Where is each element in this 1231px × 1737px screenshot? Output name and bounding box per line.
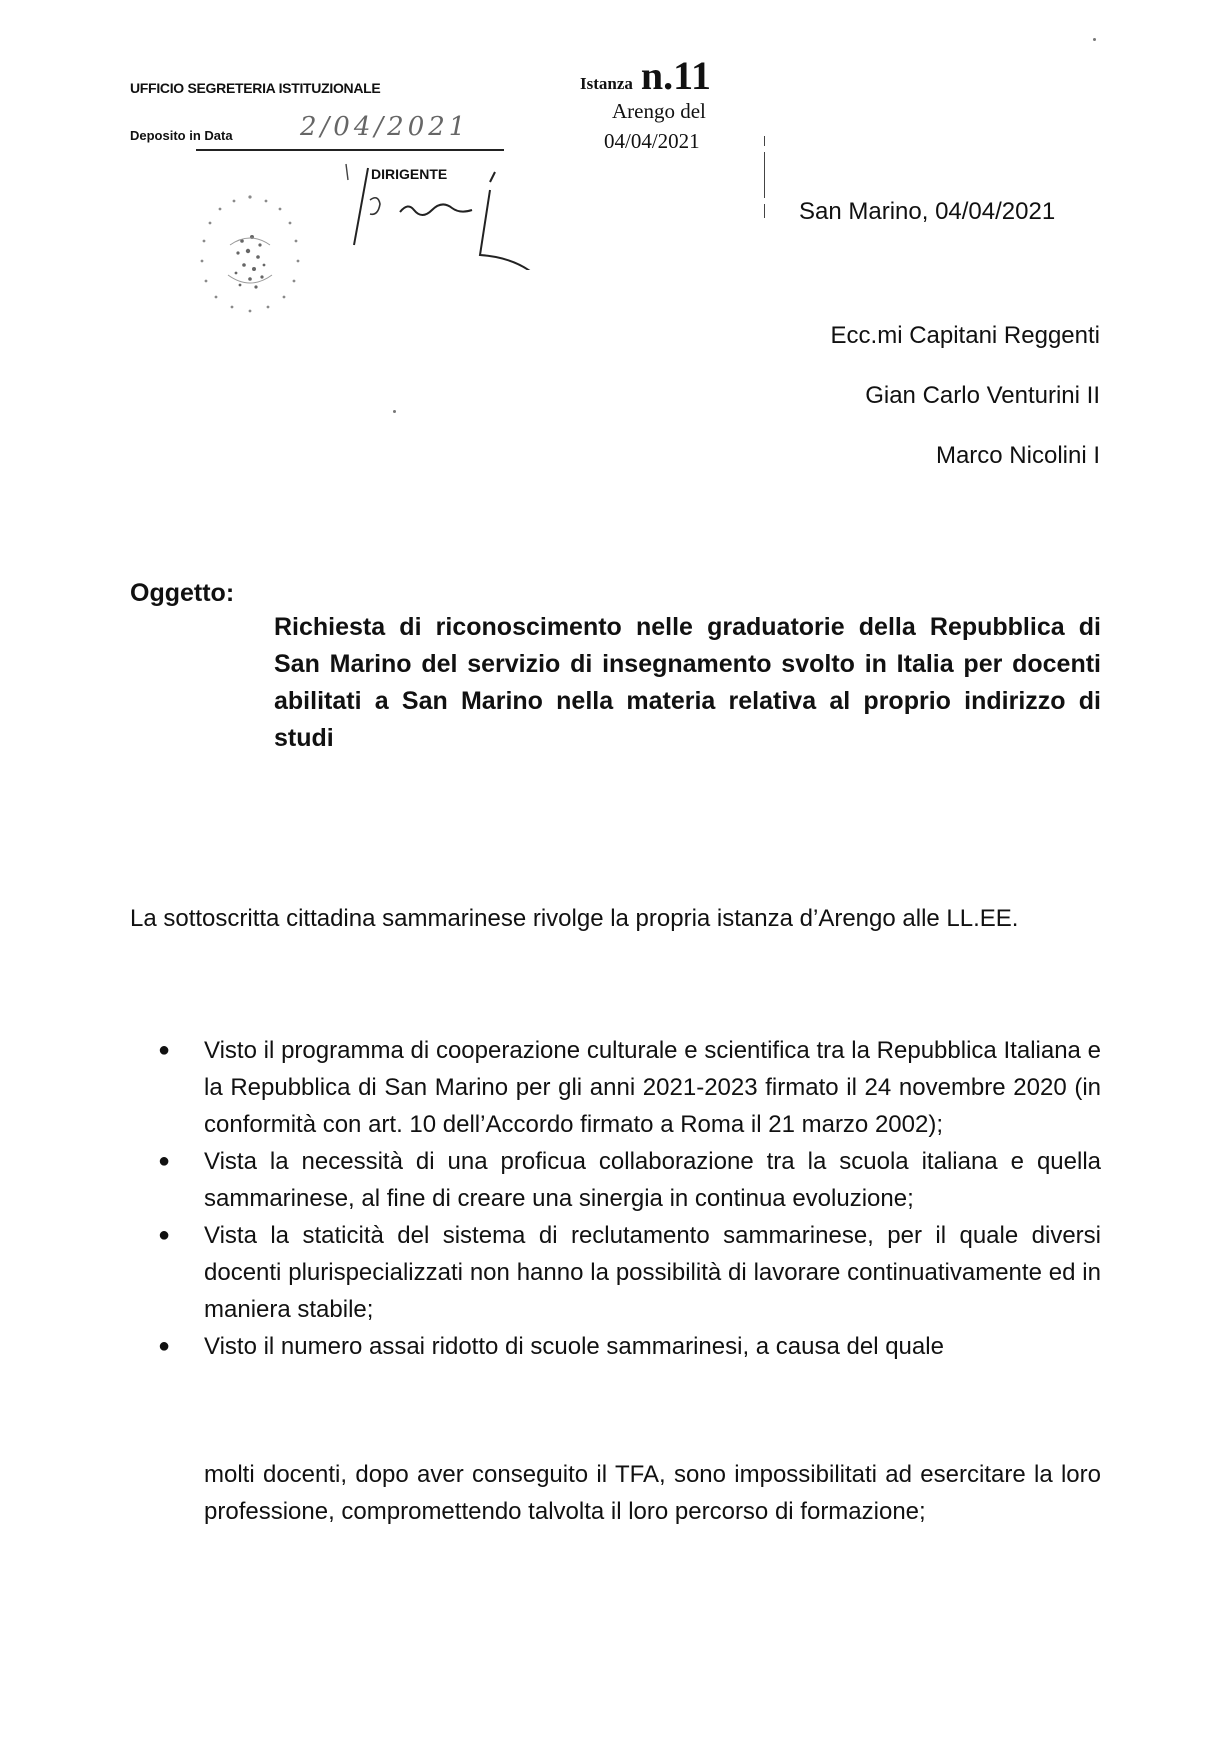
istanza-label: Istanza	[580, 74, 633, 93]
recipient-name: Marco Nicolini I	[935, 442, 1100, 469]
list-item: ● Vista la staticità del sistema di reclutamento sammarinese, per il quale diversi docenti plurispecializzati non hanno la possibilità di lavorare continuativamente ed in maniera stabile;	[152, 1217, 1101, 1328]
dirigente-label: DIRIGENTE	[371, 166, 448, 182]
recipient-name: Gian Carlo Venturini II	[865, 382, 1100, 409]
bullet-icon: ●	[158, 1039, 171, 1061]
list-item: ● Visto il programma di cooperazione culturale e scientifica tra la Repubblica Italiana e la Repubblica di San Marino per gli anni 2021-2023 firmato il 24 novembre 2020 (in conformità con art. 10 dell’Accordo firmato a Roma il 21 marzo 2002);	[152, 1032, 1101, 1143]
considerations-list	[152, 1032, 1101, 1365]
margin-mark	[764, 204, 765, 218]
office-stamp-title: UFFICIO SEGRETERIA ISTITUZIONALE	[130, 80, 381, 96]
subject-text: Richiesta di riconoscimento nelle graduatorie della Repubblica di San Marino del servizio di insegnamento svolto in Italia per docenti abilitati a San Marino nella materia relativa al proprio indirizzo di studi	[274, 613, 1101, 752]
bullet-icon: ●	[158, 1224, 171, 1246]
istanza-heading	[580, 52, 711, 99]
arengo-date: 04/04/2021	[604, 129, 700, 153]
handwritten-signature	[340, 160, 600, 270]
recipient-title: Ecc.mi Capitani Reggenti	[830, 322, 1100, 349]
bullet-icon: ●	[158, 1335, 171, 1357]
list-item-continuation: molti docenti, dopo aver conseguito il TFA, sono impossibilitati ad esercitare la loro professione, compromettendo talvolta il loro percorso di formazione;	[204, 1461, 1101, 1525]
arengo-label: Arengo del	[612, 99, 706, 123]
deposit-date-line	[196, 149, 504, 151]
scan-speck	[393, 410, 396, 413]
subject-label: Oggetto:	[130, 579, 235, 607]
intro-paragraph: La sottoscritta cittadina sammarinese rivolge la propria istanza d’Arengo alle LL.EE.	[130, 905, 1019, 932]
bullet-icon: ●	[158, 1150, 171, 1172]
list-item: ● Visto il numero assai ridotto di scuole sammarinesi, a causa del quale	[152, 1328, 1101, 1365]
margin-mark	[764, 152, 765, 198]
deposit-date-label: Deposito in Data	[130, 128, 233, 143]
list-item: ● Vista la necessità di una proficua collaborazione tra la scuola italiana e quella sammarinese, al fine di creare una sinergia in continua evoluzione;	[152, 1143, 1101, 1217]
margin-mark	[764, 136, 765, 146]
place-and-date: San Marino, 04/04/2021	[799, 198, 1056, 225]
istanza-number: n.11	[640, 53, 711, 98]
scan-speck	[1093, 38, 1096, 41]
official-seal-icon	[170, 185, 330, 345]
deposit-date-handwritten: 2/04/2021	[300, 112, 470, 142]
